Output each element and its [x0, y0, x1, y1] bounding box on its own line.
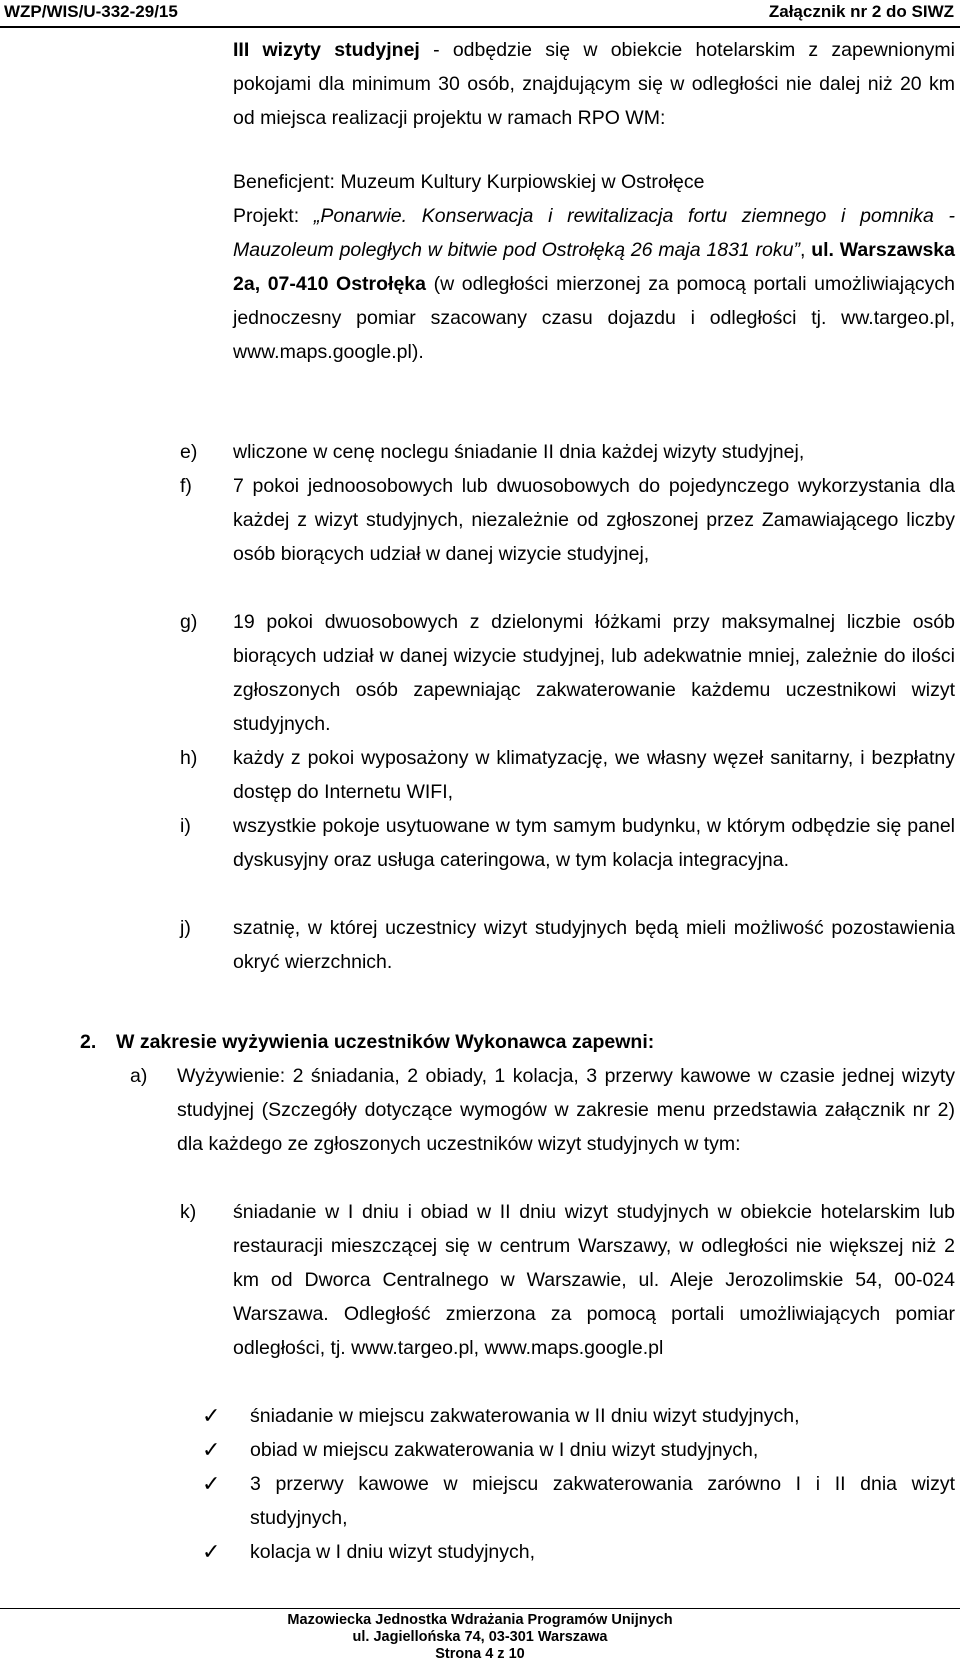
- list-item: [180, 469, 955, 605]
- catering-item-a-label: a): [130, 1065, 148, 1087]
- page-header: [0, 0, 960, 26]
- check-icon: ✓: [202, 1539, 221, 1564]
- project-prefix: Projekt:: [233, 205, 314, 227]
- list-item-label: g): [180, 611, 198, 633]
- footer-organization: Mazowiecka Jednostka Wdrażania Programów Unijnych: [287, 1612, 673, 1628]
- catering-item-a: [130, 1059, 955, 1195]
- list-item: [180, 809, 955, 911]
- project-address: ul. Warszawska 2a, 07-410 Ostrołęka: [233, 239, 955, 295]
- check-icon: ✓: [202, 1403, 221, 1428]
- header-divider: [0, 26, 960, 28]
- footer-address: ul. Jagiellońska 74, 03-301 Warszawa: [352, 1629, 608, 1645]
- project-comma: ,: [799, 239, 812, 261]
- list-item-text: 7 pokoi jednoosobowych lub dwuosobowych do pojedynczego wykorzystania dla każdej z wizyt studyjnych, niezależnie od zgłoszonej przez Zamawiającego liczby osób biorących udział w danej wizycie studyjnej,: [233, 475, 955, 565]
- list-item: [202, 1535, 955, 1569]
- catering-item-k-text: śniadanie w I dniu i obiad w II dniu wizyt studyjnych w obiekcie hotelarskim lub restauracji mieszczącej się w centrum Warszawy, w odległości nie większej niż 2 km od Dworca Centralnego w Warszawie, ul. Aleje Jerozolimskie 54, 00-024 Warszawa. Odległość zmierzona za pomocą portali umożliwiających pomiar odległości, tj. www.targeo.pl, www.maps.google.pl: [233, 1201, 955, 1359]
- catering-item-k: [180, 1195, 955, 1399]
- catering-item-k-label: k): [180, 1201, 197, 1223]
- list-item: [180, 605, 955, 741]
- project-title: „Ponarwie. Konserwacja i rewitalizacja fortu ziemnego i pomnika - Mauzoleum poległych w bitwie pod Ostrołęką 26 maja 1831 roku”: [233, 205, 955, 261]
- list-item: [202, 1433, 955, 1467]
- footer-divider: [0, 1608, 960, 1609]
- list-item: [180, 741, 955, 809]
- check-item-text: obiad w miejscu zakwaterowania w I dniu wizyt studyjnych,: [250, 1439, 759, 1461]
- list-item-label: h): [180, 747, 198, 769]
- catering-item-a-text: Wyżywienie: 2 śniadania, 2 obiady, 1 kolacja, 3 przerwy kawowe w czasie jednej wizyty studyjnej (Szczegóły dotyczące wymogów w zakresie menu przedstawia załącznik nr 2) dla każdego ze zgłoszonych uczestników wizyt studyjnych w tym:: [177, 1065, 955, 1155]
- page-footer: [0, 1612, 960, 1663]
- list-item-text: każdy z pokoi wyposażony w klimatyzację, we własny węzeł sanitarny, i bezpłatny dostęp do Internetu WIFI,: [233, 747, 955, 803]
- list-item-label: f): [180, 475, 192, 497]
- beneficiary-line: Beneficjent: Muzeum Kultury Kurpiowskiej w Ostrołęce: [233, 171, 705, 193]
- list-item-text: szatnię, w której uczestnicy wizyt studyjnych będą mieli możliwość pozostawienia okryć wierzchnich.: [233, 917, 955, 973]
- check-icon: ✓: [202, 1437, 221, 1462]
- section-2-heading: [80, 1025, 955, 1059]
- attachment-label: Załącznik nr 2 do SIWZ: [768, 2, 954, 21]
- section-2-title: W zakresie wyżywienia uczestników Wykonawca zapewni:: [116, 1031, 655, 1053]
- check-item-text: śniadanie w miejscu zakwaterowania w II dniu wizyt studyjnych,: [250, 1405, 800, 1427]
- project-paragraph: [233, 199, 955, 369]
- check-item-text: kolacja w I dniu wizyt studyjnych,: [250, 1541, 536, 1563]
- list-item-text: wszystkie pokoje usytuowane w tym samym budynku, w którym odbędzie się panel dyskusyjny oraz usługa cateringowa, w tym kolacja integracyjna.: [233, 815, 955, 871]
- third-visit-lead: III wizyty studyjnej: [233, 39, 420, 61]
- list-item-label: i): [180, 815, 191, 837]
- third-visit-paragraph: [233, 33, 955, 135]
- list-item: [202, 1399, 955, 1433]
- list-item-label: e): [180, 441, 198, 463]
- section-2-number: 2.: [80, 1031, 97, 1053]
- check-icon: ✓: [202, 1471, 221, 1496]
- list-item: [180, 435, 955, 469]
- distance-note: (w odległości mierzonej za pomocą portali umożliwiających jednoczesny pomiar szacowany czasu dojazdu i odległości tj. ww.targeo.pl, www.maps.google.pl).: [233, 273, 956, 363]
- list-item-label: j): [180, 917, 191, 939]
- page-number: Strona 4 z 10: [435, 1646, 525, 1662]
- check-item-text: 3 przerwy kawowe w miejscu zakwaterowania zarówno I i II dnia wizyt studyjnych,: [250, 1473, 955, 1529]
- list-item-text: 19 pokoi dwuosobowych z dzielonymi łóżkami przy maksymalnej liczbie osób biorących udział w danej wizycie studyjnej, lub adekwatnie mniej, zależnie do ilości zgłoszonych osób zapewniając zakwaterowanie każdemu uczestnikowi wizyt studyjnych.: [233, 611, 955, 735]
- third-visit-description: - odbędzie się w obiekcie hotelarskim z zapewnionymi pokojami dla minimum 30 osób, znajdującym się w odległości nie dalej niż 20 km od miejsca realizacji projektu w ramach RPO WM:: [233, 39, 955, 129]
- list-item-text: wliczone w cenę noclegu śniadanie II dnia każdej wizyty studyjnej,: [233, 441, 805, 463]
- list-item: [180, 911, 955, 979]
- document-reference: WZP/WIS/U-332-29/15: [4, 2, 178, 21]
- list-item: [202, 1467, 955, 1535]
